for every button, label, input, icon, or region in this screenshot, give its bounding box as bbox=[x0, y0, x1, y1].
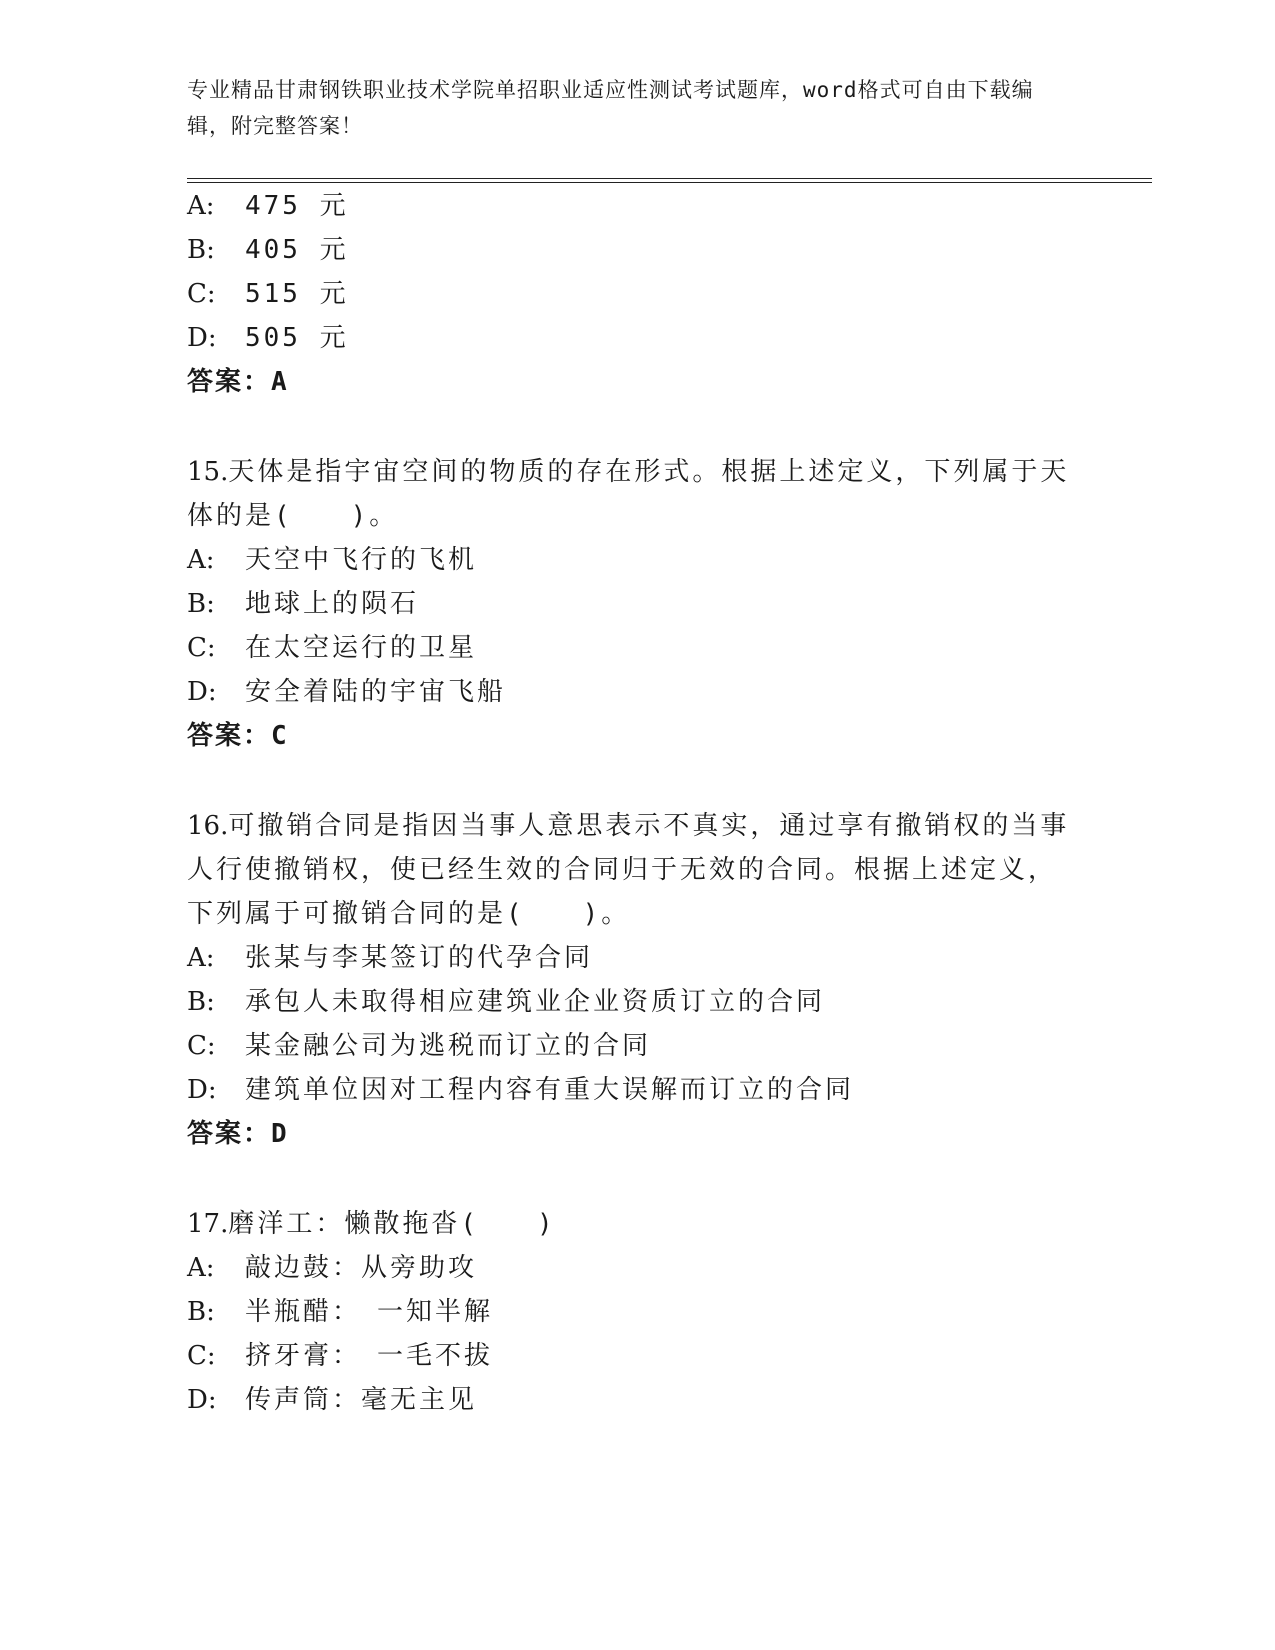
option-d bbox=[187, 676, 506, 708]
answer-value: A bbox=[271, 367, 290, 397]
option-text: 405 元 bbox=[245, 235, 349, 265]
option-c bbox=[187, 1340, 493, 1372]
option-c bbox=[187, 632, 477, 664]
option-d bbox=[187, 1074, 854, 1106]
answer-label: 答案： bbox=[187, 1119, 272, 1149]
option-a bbox=[187, 942, 593, 974]
option-text: 承包人未取得相应建筑业企业资质订立的合同 bbox=[245, 987, 826, 1017]
answer-line bbox=[187, 720, 290, 752]
option-text: 传声筒：毫无主见 bbox=[245, 1385, 478, 1415]
option-b bbox=[187, 234, 349, 266]
option-b bbox=[187, 588, 419, 620]
option-letter: B: bbox=[187, 235, 215, 265]
question-line: 磨洋工：懒散拖沓( ) bbox=[228, 1209, 556, 1239]
answer-label: 答案： bbox=[187, 721, 272, 751]
option-letter: B: bbox=[187, 1297, 215, 1327]
option-a bbox=[187, 190, 349, 222]
option-a bbox=[187, 544, 477, 576]
answer-line bbox=[187, 366, 290, 398]
option-c bbox=[187, 278, 349, 310]
option-a bbox=[187, 1252, 477, 1284]
option-letter: C: bbox=[187, 1341, 216, 1371]
option-letter: D: bbox=[187, 323, 217, 353]
question-line: 天体是指宇宙空间的物质的存在形式。根据上述定义，下列属于天 bbox=[228, 457, 1070, 487]
header-divider-bottom bbox=[187, 182, 1152, 183]
option-letter: A: bbox=[187, 191, 215, 221]
option-letter: A: bbox=[187, 1253, 215, 1283]
option-letter: C: bbox=[187, 279, 216, 309]
question-line: 人行使撤销权，使已经生效的合同归于无效的合同。根据上述定义， bbox=[187, 855, 1058, 885]
option-letter: D: bbox=[187, 1075, 217, 1105]
question-line: 体的是( )。 bbox=[187, 501, 399, 531]
option-letter: B: bbox=[187, 987, 215, 1017]
question-text bbox=[187, 810, 1069, 842]
option-letter: B: bbox=[187, 589, 215, 619]
question-line: 可撤销合同是指因当事人意思表示不真实，通过享有撤销权的当事 bbox=[228, 811, 1070, 841]
answer-line bbox=[187, 1118, 290, 1150]
option-text: 在太空运行的卫星 bbox=[245, 633, 478, 663]
option-text: 安全着陆的宇宙飞船 bbox=[245, 677, 507, 707]
option-c bbox=[187, 1030, 651, 1062]
question-text bbox=[187, 1208, 556, 1240]
option-text: 475 元 bbox=[245, 191, 349, 221]
option-letter: A: bbox=[187, 943, 215, 973]
option-text: 半瓶醋： 一知半解 bbox=[245, 1297, 494, 1327]
option-text: 敲边鼓：从旁助攻 bbox=[245, 1253, 478, 1283]
option-text: 张某与李某签订的代孕合同 bbox=[245, 943, 594, 973]
answer-value: C bbox=[271, 721, 290, 751]
question-number: 15. bbox=[187, 457, 229, 487]
question-text-cont bbox=[187, 500, 398, 532]
option-letter: A: bbox=[187, 545, 215, 575]
header-divider-top bbox=[187, 178, 1152, 179]
option-text: 地球上的陨石 bbox=[245, 589, 420, 619]
option-letter: D: bbox=[187, 1385, 217, 1415]
option-letter: C: bbox=[187, 1031, 216, 1061]
option-text: 天空中飞行的飞机 bbox=[245, 545, 478, 575]
option-d bbox=[187, 1384, 477, 1416]
option-letter: D: bbox=[187, 677, 217, 707]
question-line: 下列属于可撤销合同的是( )。 bbox=[187, 899, 631, 929]
option-d bbox=[187, 322, 349, 354]
question-text-cont bbox=[187, 854, 1057, 886]
answer-label: 答案： bbox=[187, 367, 272, 397]
option-b bbox=[187, 986, 825, 1018]
option-text: 515 元 bbox=[245, 279, 349, 309]
option-text: 某金融公司为逃税而订立的合同 bbox=[245, 1031, 652, 1061]
page-header: 专业精品甘肃钢铁职业技术学院单招职业适应性测试考试题库，word格式可自由下载编辑，附完整答案！ bbox=[187, 78, 1034, 138]
question-text bbox=[187, 456, 1069, 488]
option-text: 505 元 bbox=[245, 323, 349, 353]
answer-value: D bbox=[271, 1119, 290, 1149]
question-number: 17. bbox=[187, 1209, 229, 1239]
question-number: 16. bbox=[187, 811, 229, 841]
option-letter: C: bbox=[187, 633, 216, 663]
option-text: 建筑单位因对工程内容有重大误解而订立的合同 bbox=[245, 1075, 855, 1105]
question-text-cont bbox=[187, 898, 630, 930]
option-text: 挤牙膏： 一毛不拔 bbox=[245, 1341, 494, 1371]
option-b bbox=[187, 1296, 493, 1328]
